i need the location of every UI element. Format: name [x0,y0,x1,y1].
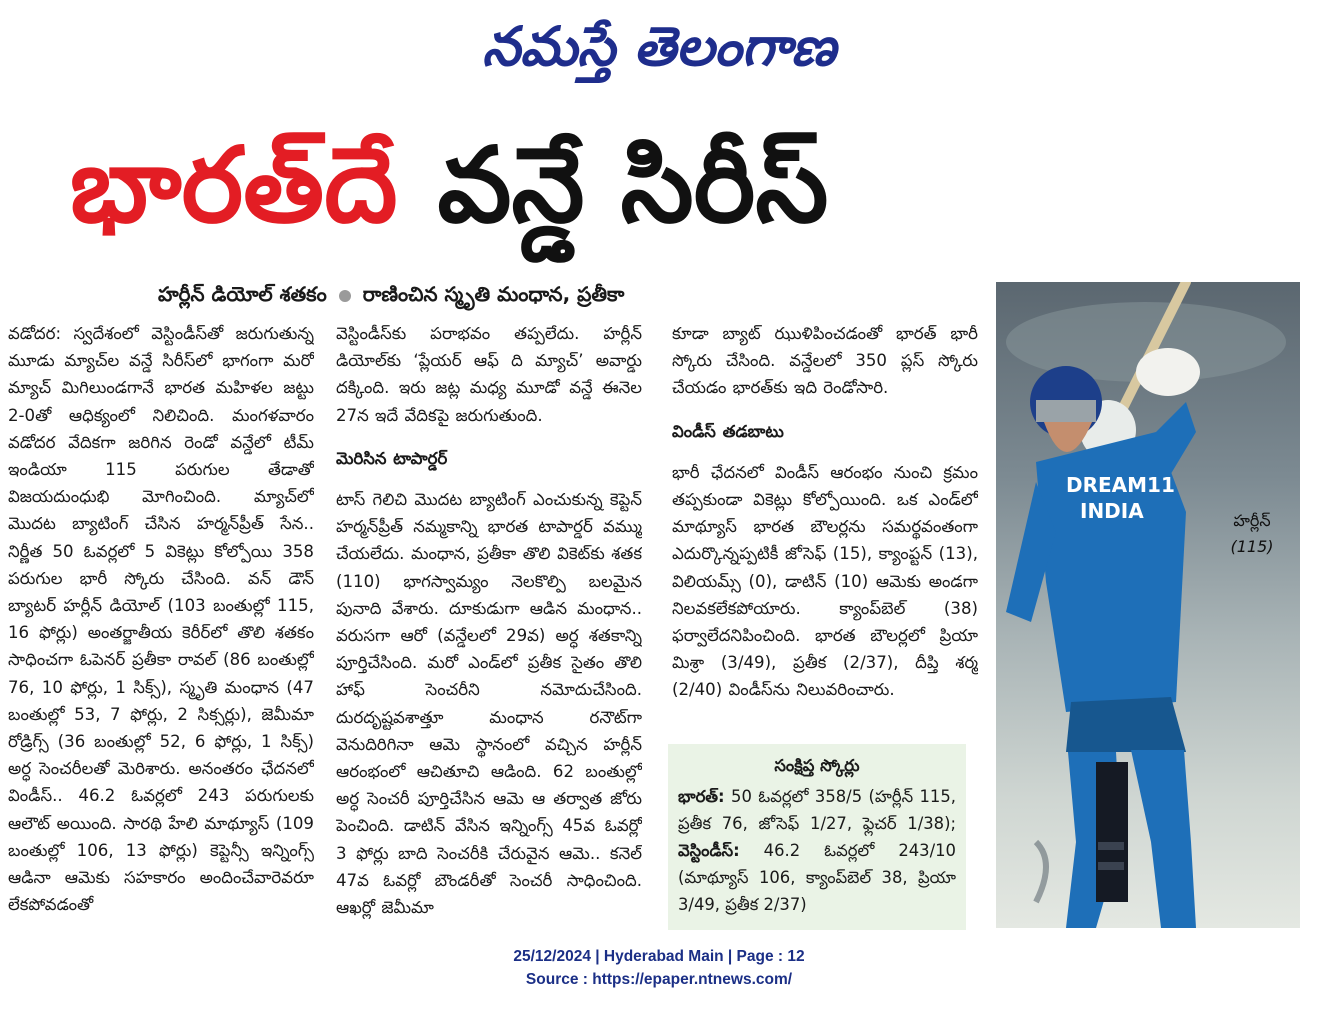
article-paragraph: వడోదర: స్వదేశంలో వెస్టిండీస్‌తో జరుగుతున్న మూడు మ్యాచ్‌ల వన్డే సిరీస్‌లో భాగంగా మరో మ్యాచ్ మిగిలుండగానే భారత మహిళల జట్టు 2-0తో ఆధిక్యంలో నిలిచింది. మంగళవారం వడోదర వేదికగా జరిగిన రెండో వన్డేలో టీమ్ ఇండియా 115 పరుగుల తేడాతో విజయదుంధుభి మోగించింది. మ్యాచ్‌లో మొదట బ్యాటింగ్ చేసిన హర్మన్‌ప్రీత్ సేన.. నిర్ణీత 50 ఓవర్లలో 5 వికెట్లు కోల్పోయి 358 పరుగుల భారీ స్కోరు చేసింది. వన్ డౌన్ బ్యాటర్ హర్లీన్ డియోల్ (103 బంతుల్లో 115, 16 ఫోర్లు) అంతర్జాతీయ కెరీర్‌లో తొలి శతకం సాధించగా ఓపెనర్ ప్రతీకా రావల్ (86 బంతుల్లో 76, 10 ఫోర్లు, 1 సిక్స్), స్మృతి మంధాన (47 బంతుల్లో 53, 7 ఫోర్లు, 2 సిక్సర్లు), జెమీమా రోడ్రిగ్స్ (36 బంతుల్లో 52, 6 ఫోర్లు, 1 సిక్స్) అర్ధ సెంచరీలతో మెరిశారు. అనంతరం ఛేదనలో విండీస్.. 46.2 ఓవర్లలో 243 పరుగులకు ఆలౌట్ అయింది. సారథి హేలి మాథ్యూస్ (109 బంతుల్లో 106, 13 ఫోర్లు) కెప్టెన్సీ ఇన్నింగ్స్ ఆడినా ఆమెకు సహకారం అందించేవారెవరూ లేకపోవడంతో [8,324,314,915]
section-heading: విండీస్ తడబాటు [672,421,784,441]
headline-part-2: వన్డే సిరీస్ [437,124,829,246]
team-score: 50 ఓవర్లలో 358/5 (హర్లీన్ 115, ప్రతీక 76, జోసెఫ్ 1/27, ఫ్లెచర్ 1/38); [678,787,956,833]
bullet-dot-icon [339,290,351,302]
article-column-2 [336,320,642,935]
team-label: భారత్: [678,787,725,806]
page-footer [0,945,1318,995]
photo-caption [1212,508,1292,568]
caption-name: హర్లీన్ [1233,511,1271,530]
scorecard-title: సంక్షిప్త స్కోర్లు [774,756,860,775]
article-paragraph: టాస్ గెలిచి మొదట బ్యాటింగ్ ఎంచుకున్న కెప్టెన్ హర్మన్‌ప్రీత్ నమ్మకాన్ని భారత టాపార్డర్ వమ్ము చేయలేదు. మంధాన, ప్రతీకా తొలి వికెట్‌కు శతక (110) భాగస్వామ్యం నెలకొల్పి బలమైన పునాది వేశారు. దూకుడుగా ఆడిన మంధాన.. వరుసగా ఆరో (వన్డేలలో 29వ) అర్ధ శతకాన్ని పూర్తిచేసింది. మరో ఎండ్‌లో ప్రతీక సైతం తొలి హాఫ్ సెంచరీని నమోదుచేసింది. దురదృష్టవశాత్తూ మంధాన రనౌట్‌గా వెనుదిరిగినా ఆమె స్థానంలో వచ్చిన హర్లీన్ ఆరంభంలో ఆచితూచి ఆడింది. 62 బంతుల్లో అర్ధ సెంచరీ పూర్తిచేసిన ఆమె ఆ తర్వాత జోరు పెంచింది. డాటిన్ వేసిన ఇన్నింగ్స్ 45వ ఓవర్లో 3 ఫోర్లు బాది సెంచరీకి చేరువైన ఆమె.. కనెల్ 47వ ఓవర్లో బౌండరీతో సెంచరీ సాధించింది. ఆఖర్లో జెమీమా [336,490,642,918]
player-photo [996,282,1300,928]
footer-source-link[interactable]: Source : https://epaper.ntnews.com/ [525,971,793,988]
subhead-left: హర్లీన్ డియోల్ శతకం [158,282,327,306]
masthead [0,8,1318,86]
headline [70,100,1270,290]
team-label: వెస్టిండీస్: [678,841,740,860]
article-column-1 [8,320,314,935]
article-paragraph: కూడా బ్యాట్ ఝుళిపించడంతో భారత్ భారీ స్కోరు చేసింది. వన్డేలలో 350 ప్లస్ స్కోరు చేయడం భారత్‌కు ఇది రెండోసారి. [672,324,978,398]
article-paragraph: భారీ ఛేదనలో విండీస్ ఆరంభం నుంచి క్రమం తప్పకుండా వికెట్లు కోల్పోయింది. ఒక ఎండ్‌లో మాథ్యూస్ భారత బౌలర్లను సమర్థవంతంగా ఎదుర్కొన్నప్పటికీ జోసెఫ్ (15), క్యాంప్టన్ (13), విలియమ్స్ (0), డాటిన్ (10) ఆమెకు అండగా నిలవకలేకపోయారు. క్యాంప్‌బెల్ (38) ఫర్వాలేదనిపించింది. భారత బౌలర్లలో ప్రియా మిశ్రా (3/49), ప్రతీక (2/37), దీప్తి శర్మ (2/40) విండీస్‌ను నిలువరించారు. [672,462,978,700]
subheadline [158,276,918,312]
team-score: 46.2 ఓవర్లలో 243/10 (మాథ్యూస్ 106, క్యాంప్‌బెల్ 38, ప్రియా 3/49, ప్రతీక 2/37) [678,841,956,914]
headline-part-1: భారత్‌దే [70,124,398,246]
subhead-right: రాణించిన స్మృతి మంధాన, ప్రతీకా [362,282,625,306]
scorecard-india [678,783,956,918]
footer-edition-info: 25/12/2024 | Hyderabad Main | Page : 12 [513,948,805,965]
masthead-title: నమస్తే తెలంగాణ [482,15,836,78]
player-illustration [996,282,1300,928]
jersey-word: DREAM11 [1066,473,1175,497]
scorecard-box [668,744,966,930]
caption-score: (115) [1230,537,1274,556]
article-column-3 [672,320,978,740]
article-paragraph: వెస్టిండీస్‌కు పరాభవం తప్పలేదు. హర్లీన్ డియోల్‌కు ‘ప్లేయర్ ఆఫ్ ది మ్యాచ్’ అవార్డు దక్కింది. ఇరు జట్ల మధ్య మూడో వన్డే ఈనెల 27న ఇదే వేదికపై జరుగుతుంది. [336,324,642,425]
section-heading: మెరిసిన టాపార్డర్ [336,448,448,468]
jersey-word: INDIA [1080,499,1144,523]
